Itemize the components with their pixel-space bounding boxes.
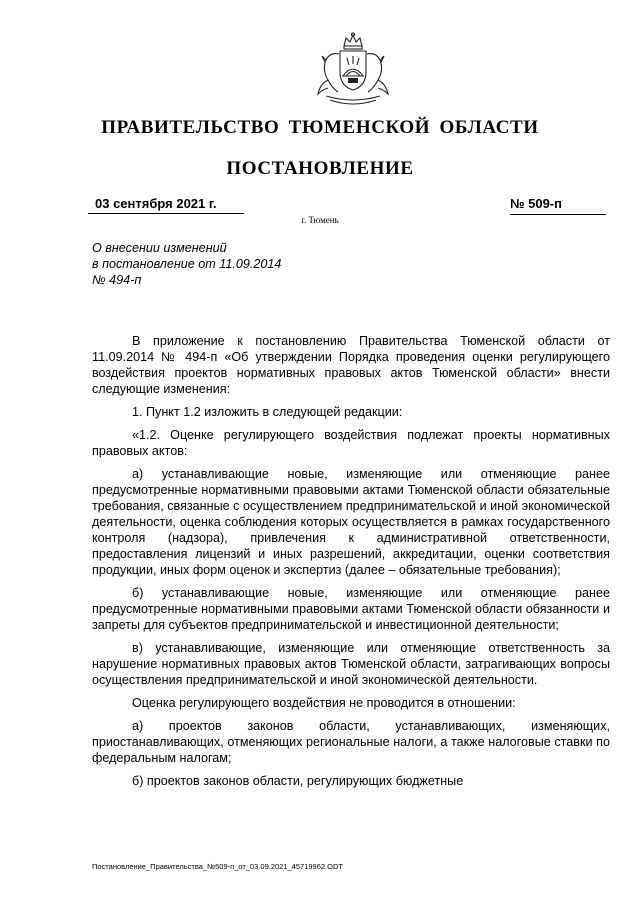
coat-of-arms-emblem [312, 32, 394, 110]
subject-line: в постановление от 11.09.2014 [92, 257, 282, 271]
body-paragraph: Оценка регулирующего воздействия не проводится в отношении: [132, 696, 516, 710]
body-paragraph: 1. Пункт 1.2 изложить в следующей редакции: [132, 405, 403, 419]
document-date: 03 сентября 2021 г. [88, 196, 244, 214]
subject-line: № 494-п [92, 273, 142, 287]
body-paragraph: б) проектов законов области, регулирующих бюджетные [132, 774, 464, 788]
body-paragraph: б) устанавливающие новые, изменяющие или отменяющие ранее предусмотренные нормативными правовыми актами Тюменской области обязанности и запреты для субъектов предпринимательской и инвестиционной деятельности; [92, 586, 610, 632]
organization-title: ПРАВИТЕЛЬСТВО ТЮМЕНСКОЙ ОБЛАСТИ [101, 117, 539, 138]
body-paragraph: «1.2. Оценке регулирующего воздействия подлежат проекты нормативных правовых актов: [92, 428, 610, 458]
footer-filename: Постановление_Правительства_№509-п_от_03.09.2021_45719962.ODT [92, 862, 343, 871]
body-paragraph: в) устанавливающие, изменяющие или отменяющие ответственность за нарушение нормативных правовых актов Тюменской области, затрагивающих вопросы осуществления предпринимательской и иной экономической деятельности. [92, 641, 610, 687]
body-paragraph: а) устанавливающие новые, изменяющие или отменяющие ранее предусмотренные нормативными правовыми актами Тюменской области обязательные требования, связанные с осуществлением предпринимательской и иной экономической деятельности, оценка соблюдения которых осуществляется в рамках государственного контроля (надзора), привлечения к административной ответственности, предоставления лицензий и иных разрешений, аккредитации, оценки соответствия продукции, иных форм оценок и экспертиз (далее – обязательные требования); [92, 467, 610, 577]
document-subject [92, 240, 352, 288]
document-body [92, 333, 610, 796]
document-number: № 509-п [510, 196, 606, 215]
body-paragraph: В приложение к постановлению Правительства Тюменской области от 11.09.2014 № 494-п «Об утверждении Порядка проведения оценки регулирующего воздействия проектов нормативных правовых актов Тюменской области» внести следующие изменения: [92, 334, 610, 396]
subject-line: О внесении изменений [92, 241, 227, 255]
document-city: г. Тюмень [301, 215, 339, 225]
tyumen-oblast-coat-of-arms-icon [312, 32, 394, 110]
body-paragraph: а) проектов законов области, устанавливающих, изменяющих, приостанавливающих, отменяющих региональные налоги, а также налоговые ставки по федеральным налогам; [92, 719, 610, 765]
document-type-title: ПОСТАНОВЛЕНИЕ [226, 158, 414, 179]
